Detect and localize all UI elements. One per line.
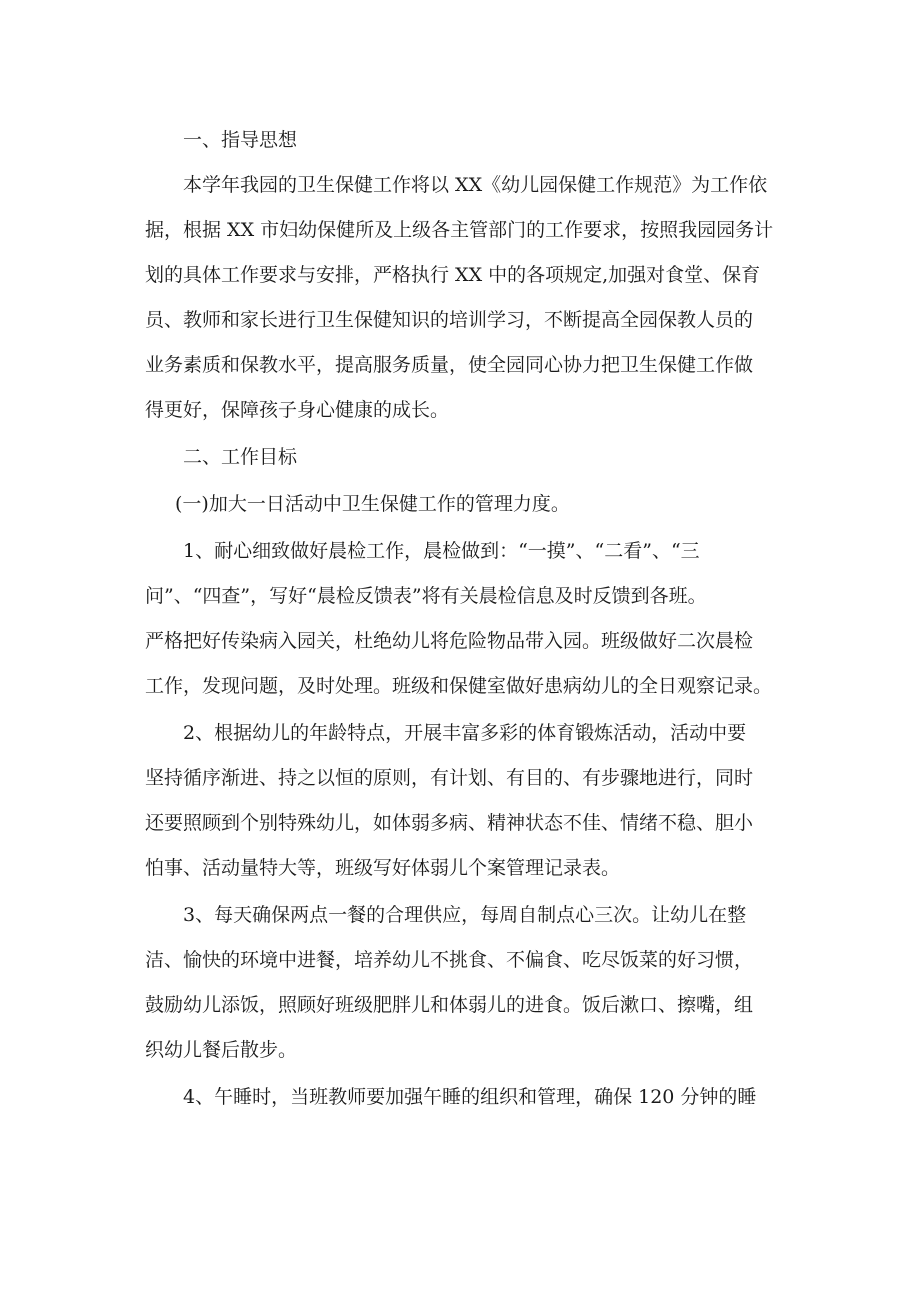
document-body	[145, 118, 785, 1120]
paragraph-line: 业务素质和保教水平，提高服务质量，使全园同心协力把卫生保健工作做	[145, 354, 754, 376]
subsection-heading: (一)加大一日活动中卫生保健工作的管理力度。	[175, 493, 570, 515]
paragraph-line: 还要照顾到个别特殊幼儿，如体弱多病、精神状态不佳、情绪不稳、胆小	[145, 812, 754, 834]
paragraph-line: 2、根据幼儿的年龄特点，开展丰富多彩的体育锻炼活动，活动中要	[183, 722, 747, 744]
paragraph-line: 坚持循序渐进、持之以恒的原则，有计划、有目的、有步骤地进行，同时	[145, 767, 754, 789]
section-heading-work-goals: 二、工作目标	[183, 446, 298, 468]
list-item-1	[145, 529, 785, 709]
paragraph-line: 鼓励幼儿添饭，照顾好班级肥胖儿和体弱儿的进食。饭后漱口、擦嘴，组	[145, 994, 754, 1016]
paragraph-line: 洁、愉快的环境中进餐，培养幼儿不挑食、不偏食、吃尽饭菜的好习惯，	[145, 949, 754, 971]
list-item-4	[145, 1075, 785, 1120]
paragraph-line: 问”、“四查”，写好“晨检反馈表”将有关晨检信息及时反馈到各班。	[145, 585, 707, 607]
paragraph-line: 4、午睡时，当班教师要加强午睡的组织和管理，确保 120 分钟的睡	[183, 1086, 757, 1108]
paragraph-line: 据，根据 XX 市妇幼保健所及上级各主管部门的工作要求，按照我园园务计	[145, 219, 774, 241]
paragraph-line: 划的具体工作要求与安排，严格执行 XX 中的各项规定,加强对食堂、保育	[145, 264, 761, 286]
paragraph-line: 织幼儿餐后散步。	[145, 1039, 298, 1061]
section-heading-guiding-thought: 一、指导思想	[183, 129, 298, 151]
paragraph-line: 严格把好传染病入园关，杜绝幼儿将危险物品带入园。班级做好二次晨检	[145, 630, 754, 652]
paragraph-line: 员、教师和家长进行卫生保健知识的培训学习，不断提高全园保教人员的	[145, 309, 754, 331]
paragraph-line: 工作，发现问题，及时处理。班级和保健室做好患病幼儿的全日观察记录。	[145, 675, 773, 697]
paragraph-line: 本学年我园的卫生保健工作将以 XX《幼儿园保健工作规范》为工作依	[183, 174, 768, 196]
paragraph-line: 得更好，保障孩子身心健康的成长。	[145, 399, 450, 421]
paragraph-line: 1、耐心细致做好晨检工作，晨检做到：“一摸”、“二看”、“三	[183, 540, 700, 562]
paragraph-line: 3、每天确保两点一餐的合理供应，每周自制点心三次。让幼儿在整	[183, 904, 747, 926]
paragraph-guiding-thought	[145, 163, 785, 433]
list-item-3	[145, 893, 785, 1073]
paragraph-line: 怕事、活动量特大等，班级写好体弱儿个案管理记录表。	[145, 857, 621, 879]
list-item-2	[145, 711, 785, 891]
